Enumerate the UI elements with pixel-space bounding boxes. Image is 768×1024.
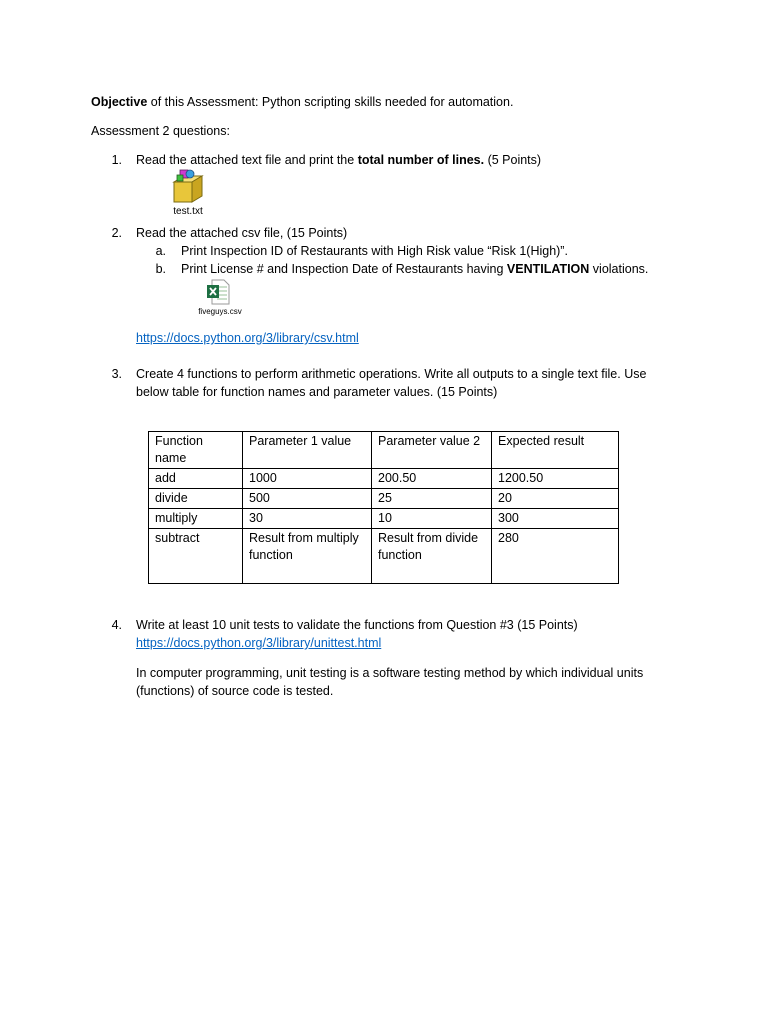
q3-number: 3.: [111, 367, 122, 381]
fiveguys-csv-attachment[interactable]: [194, 279, 246, 319]
table-cell: 1200.50: [492, 469, 619, 489]
table-cell: 20: [492, 489, 619, 509]
csv-docs-link[interactable]: https://docs.python.org/3/library/csv.html: [136, 331, 359, 345]
header-parameter-1: Parameter 1 value: [243, 432, 372, 469]
table-cell: 280: [492, 529, 619, 584]
q2a-marker: a.: [155, 244, 166, 258]
table-header-row: [149, 432, 619, 469]
q4-text: Write at least 10 unit tests to validate the functions from Question #3 (15 Points): [136, 618, 578, 632]
test-txt-attachment[interactable]: [164, 168, 212, 220]
excel-icon: [206, 279, 230, 305]
table-cell: 300: [492, 509, 619, 529]
q4-paragraph-line2: (functions) of source code is tested.: [136, 684, 334, 698]
q1-number: 1.: [111, 153, 122, 167]
table-cell: Result from multiply function: [243, 529, 372, 584]
table-cell: divide: [149, 489, 243, 509]
table-cell: subtract: [149, 529, 243, 584]
table-cell: 200.50: [372, 469, 492, 489]
objective-text: of this Assessment: Python scripting skills needed for automation.: [147, 95, 514, 109]
header-expected-result: Expected result: [492, 432, 619, 469]
table-row: [149, 509, 619, 529]
function-table: [148, 431, 619, 584]
table-cell: 30: [243, 509, 372, 529]
table-row: [149, 489, 619, 509]
fiveguys-csv-label: fiveguys.csv: [198, 307, 242, 316]
q1-text-bold: total number of lines.: [357, 153, 485, 167]
q1-text-post: (5 Points): [484, 153, 542, 167]
package-icon: [170, 168, 206, 204]
q2b-text-bold: VENTILATION: [506, 262, 590, 276]
objective-line: [91, 93, 513, 111]
q2b-text: [181, 260, 648, 278]
q4-number: 4.: [111, 618, 122, 632]
q2b-text-post: violations.: [589, 262, 649, 276]
table-cell: 500: [243, 489, 372, 509]
table-cell: 1000: [243, 469, 372, 489]
q2-text: Read the attached csv file, (15 Points): [136, 226, 348, 240]
q3-line1: Create 4 functions to perform arithmetic operations. Write all outputs to a single text file. Use: [136, 367, 647, 381]
header-function-name: Function name: [149, 432, 243, 469]
table-row: [149, 469, 619, 489]
unittest-docs-link[interactable]: https://docs.python.org/3/library/unittest.html: [136, 636, 382, 650]
assessment-heading: Assessment 2 questions:: [91, 124, 230, 138]
table-cell: 25: [372, 489, 492, 509]
q4-paragraph-line1: In computer programming, unit testing is a software testing method by which individual units: [136, 666, 644, 680]
header-parameter-2: Parameter value 2: [372, 432, 492, 469]
test-txt-label: test.txt: [173, 206, 203, 217]
q2b-marker: b.: [155, 262, 166, 276]
q2-number: 2.: [111, 226, 122, 240]
q2b-text-pre: Print License # and Inspection Date of Restaurants having: [181, 262, 507, 276]
table-cell: 10: [372, 509, 492, 529]
table-cell: add: [149, 469, 243, 489]
q2a-text: Print Inspection ID of Restaurants with High Risk value “Risk 1(High)”.: [181, 244, 568, 258]
table-cell: Result from divide function: [372, 529, 492, 584]
q3-line2: below table for function names and parameter values. (15 Points): [136, 385, 498, 399]
q1-text: [136, 151, 541, 169]
table-cell: multiply: [149, 509, 243, 529]
q1-text-pre: Read the attached text file and print the: [136, 153, 358, 167]
objective-label: Objective: [91, 95, 148, 109]
table-row: [149, 529, 619, 584]
